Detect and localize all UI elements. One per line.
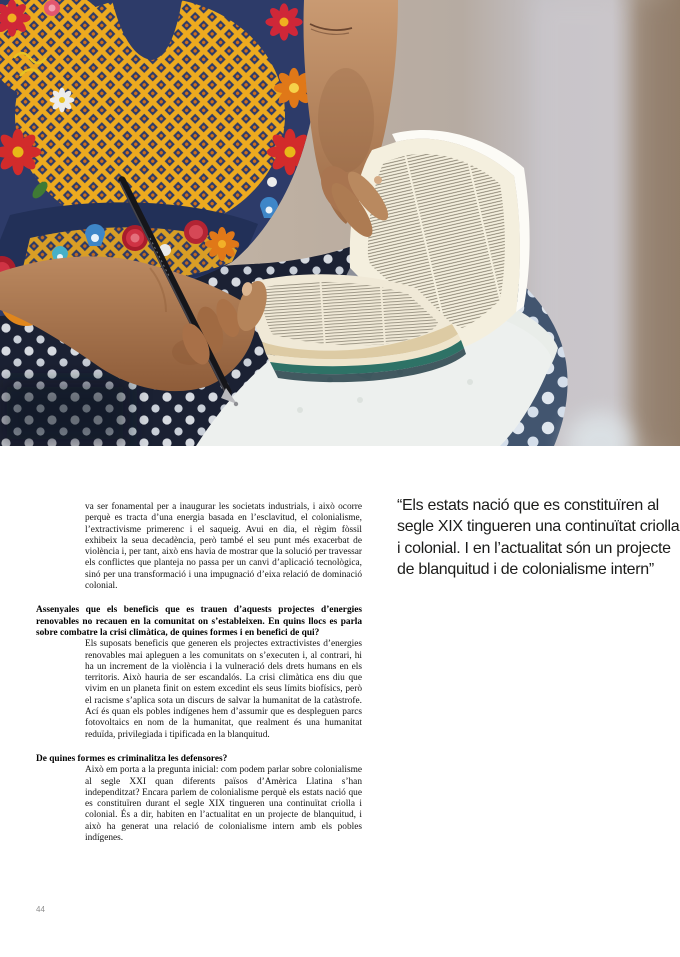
interview-question-2: De quines formes es criminalitza les defensores? xyxy=(36,753,228,764)
interview-text-column xyxy=(36,502,362,844)
interview-question-1: Assenyales que els beneficis que es trauen d’aquests projectes d’energies renovables no recauen en la comunitat on s’estableixen. En quins llocs es parla sobre combatre la crisi climàtica, de quines formes i en benefici de qui? xyxy=(36,605,362,638)
paragraph-continuation: va ser fonamental per a inaugurar les societats industrials, i això ocorre perquè es tracta d’una energia basada en l’esclavitud, el colonialisme, l’extractivisme primerenc i el saqueig. Avui en dia, el règim fòssil exhibeix la seua decadència, però també el seu punt més exacerbat de violència i, per tant, això ens havia de mostrar que la solució per travessar els conflictes que planteja no passa per un canvi d’aplicació tecnològica, sinó per una transformació i una impugnació d’eixa relació de dominació colonial. xyxy=(85,502,362,592)
interview-answer-2: Això em porta a la pregunta inicial: com podem parlar sobre colonialisme al segle XXI quan diferents països d’Amèrica Llatina s’han independitzat? Encara parlem de colonialisme perquè els estats nació que es constituïren durant el segle XIX tingueren una continuïtat criolla i colonial. És a dir, habiten en l’actualitat en un projecte de blanquitud, i això ha generat una relació de colonialisme intern amb els pobles indígenes. xyxy=(85,765,362,844)
pull-quote: “Els estats nació que es constituïren al segle XIX tingueren una continuïtat criolla i colonial. I en l’actualitat són un projecte de blanquitud i de colonialisme intern” xyxy=(397,497,680,579)
photo-illustration xyxy=(0,0,680,446)
interview-answer-1: Els suposats beneficis que generen els projectes extractivistes d’energies renovables mai apleguen a les comunitats on s’executen i, al contrari, hi ha un increment de la violència i la vulneració dels drets humans en els territoris. Això hauria de ser escandalós. La crisi climàtica ens diu que vivim en un planeta finit on estem excedint els seus límits biofísics, però el racisme s’aplica sota un discurs de salvar la humanitat de la catàstrofe. Ací és quan els pobles indígenes hem d’assumir que es despleguen parcs fotovoltaics en nom de la humanitat, que realment és una humanitat reduïda, privilegiada i tipificada en la blanquitud. xyxy=(85,639,362,740)
interview-photo xyxy=(0,0,680,446)
page-number: 44 xyxy=(36,905,45,914)
